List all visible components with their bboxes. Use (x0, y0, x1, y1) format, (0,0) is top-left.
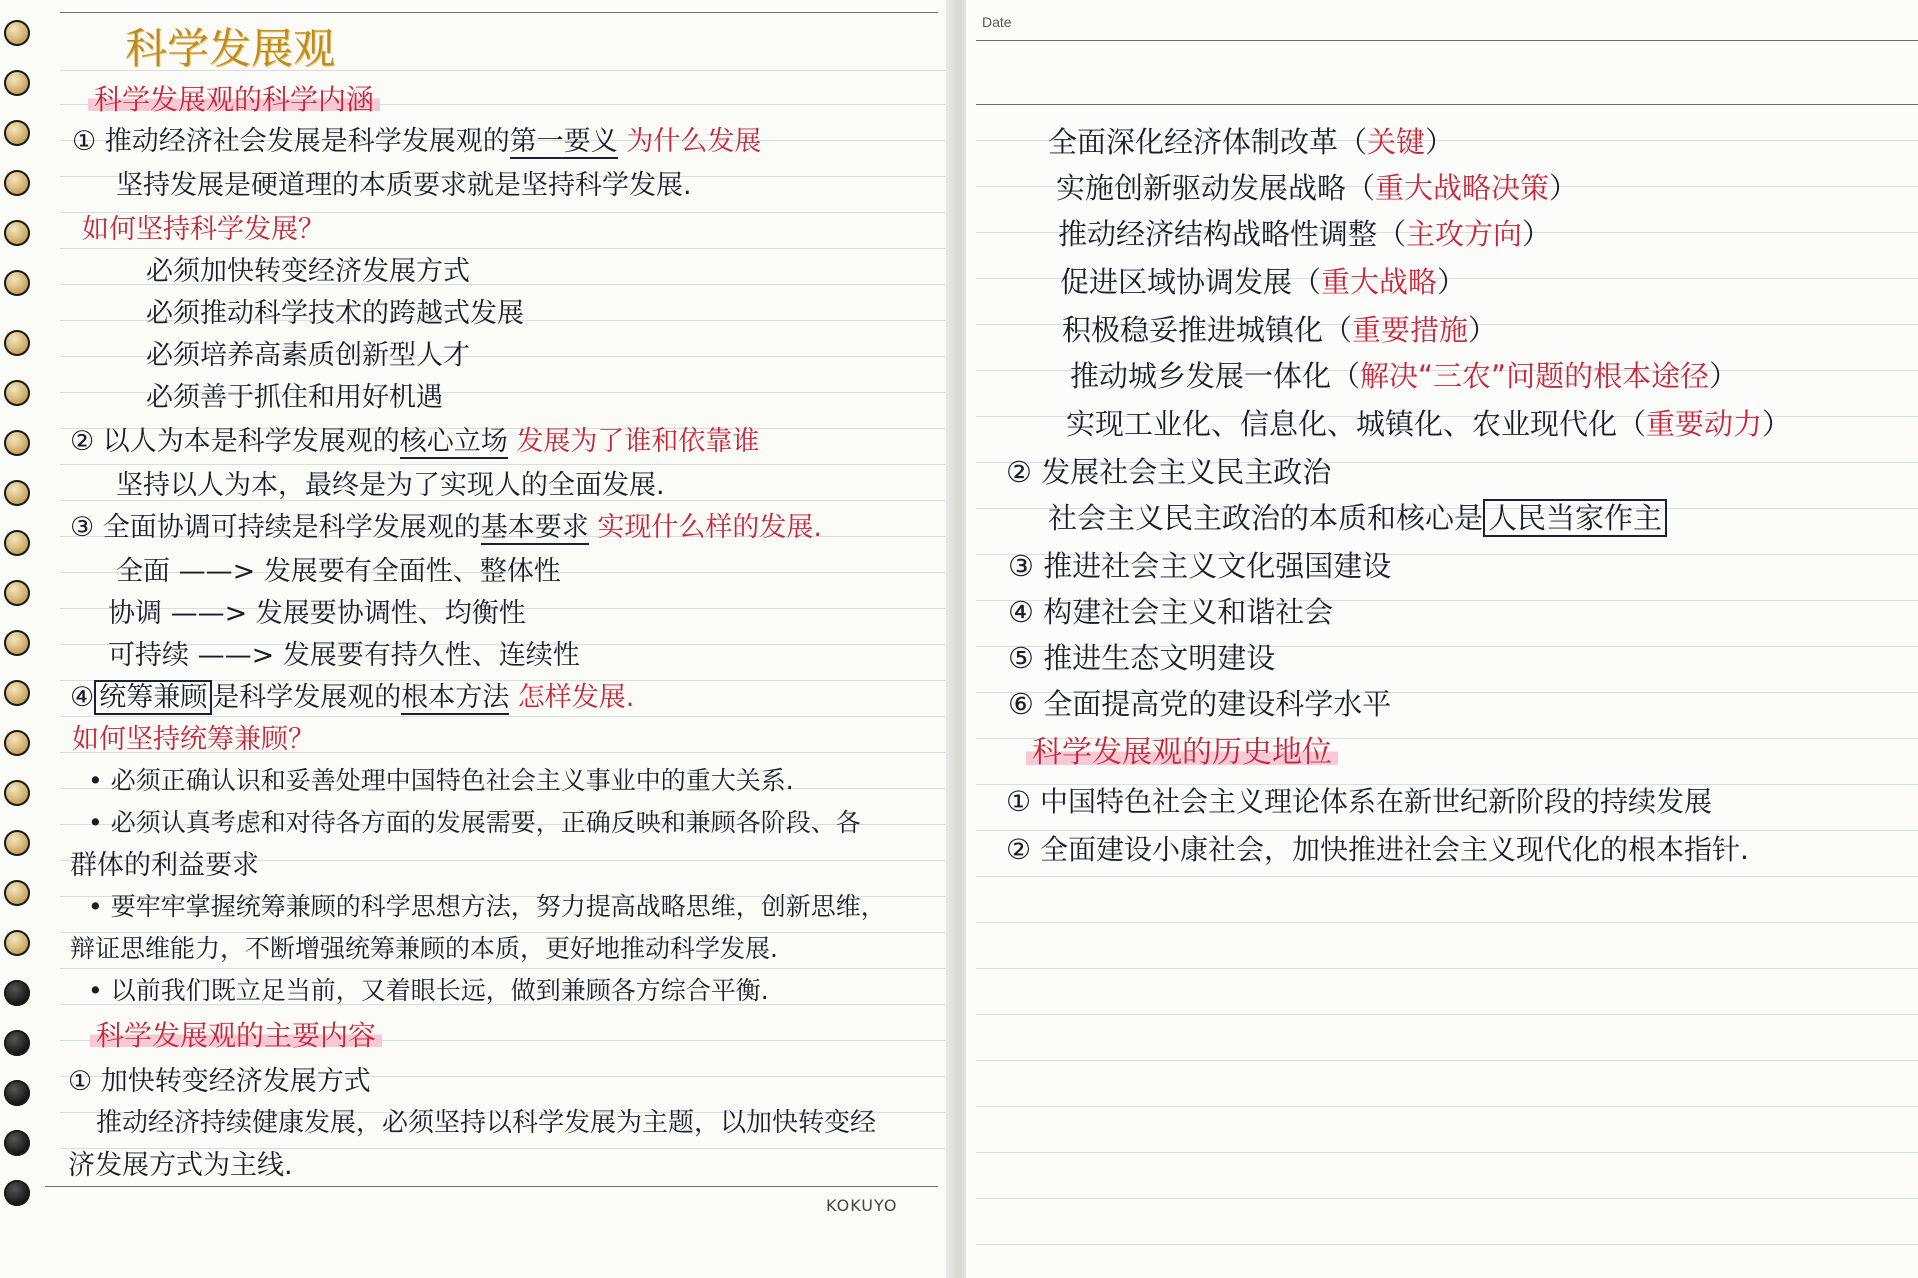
underlined-term: 根本方法 (401, 682, 510, 713)
ruling-line (45, 1186, 938, 1187)
note-text: 全面深化经济体制改革（ (1048, 125, 1368, 159)
right-notebook-page (966, 0, 1918, 1278)
spiral-ring (4, 580, 30, 606)
note-line (1062, 313, 1498, 347)
section-heading-connotation: 科学发展观的科学内涵 (88, 86, 380, 114)
spiral-ring (4, 70, 30, 96)
spiral-ring (4, 270, 30, 296)
spiral-ring (4, 1030, 30, 1056)
spiral-ring (4, 170, 30, 196)
red-annotation: 重要措施 (1352, 313, 1469, 347)
note-line (1058, 217, 1552, 251)
underlined-term: 核心立场 (399, 426, 508, 457)
underlined-term: 基本要求 (480, 512, 589, 543)
spiral-ring (4, 430, 30, 456)
note-line: 必须善于抓住和用好机遇 (146, 382, 443, 413)
note-text: ① 推动经济社会发展是科学发展观的 (72, 126, 510, 157)
note-line (1048, 125, 1455, 159)
note-line: 全面 ——> 发展要有全面性、整体性 (116, 556, 561, 587)
ruling-line (976, 1060, 1918, 1061)
ruling-line (60, 464, 958, 465)
ruling-line (976, 1014, 1918, 1015)
red-annotation: 发展为了谁和依靠谁 (507, 426, 760, 457)
left-notebook-page (0, 0, 958, 1278)
spiral-ring (4, 780, 30, 806)
boxed-term: 统筹兼顾 (94, 680, 212, 715)
red-annotation: 重要动力 (1646, 407, 1763, 441)
note-line: 坚持发展是硬道理的本质要求就是坚持科学发展. (116, 170, 692, 201)
red-annotation: 怎样发展. (509, 682, 635, 713)
note-text: ） (1762, 407, 1792, 441)
note-text: 促进区域协调发展（ (1060, 265, 1322, 299)
note-line (1060, 265, 1467, 299)
spiral-ring (4, 120, 30, 146)
note-line (1048, 501, 1667, 535)
bullet-line: 辩证思维能力，不断增强统筹兼顾的本质，更好地推动科学发展. (70, 934, 778, 963)
spiral-ring (4, 830, 30, 856)
note-line: ① 中国特色社会主义理论体系在新世纪新阶段的持续发展 (1006, 785, 1713, 818)
ruling-line (60, 1148, 958, 1149)
date-label: Date (982, 14, 1012, 30)
ruling-line (60, 716, 958, 717)
ruling-line (976, 1106, 1918, 1107)
note-line: 可持续 ——> 发展要有持久性、连续性 (108, 640, 580, 671)
spiral-ring (4, 1080, 30, 1106)
spiral-ring (4, 1130, 30, 1156)
note-text: ） (1522, 217, 1552, 251)
note-text: 实现工业化、信息化、城镇化、农业现代化（ (1066, 407, 1647, 441)
bullet-line: 群体的利益要求 (70, 850, 259, 881)
note-line: ⑤ 推进生态文明建设 (1008, 641, 1276, 675)
note-line: 坚持以人为本，最终是为了实现人的全面发展. (116, 470, 665, 501)
note-line: 必须加快转变经济发展方式 (146, 256, 470, 287)
note-text: ） (1549, 171, 1579, 205)
ruling-line (976, 1152, 1918, 1153)
note-line (1056, 171, 1579, 205)
note-text: 实施创新驱动发展战略（ (1056, 171, 1376, 205)
spiral-ring (4, 930, 30, 956)
spiral-ring (4, 380, 30, 406)
spiral-ring (4, 480, 30, 506)
note-line (70, 684, 634, 711)
note-text: 推动经济结构战略性调整（ (1058, 217, 1407, 251)
spiral-ring (4, 730, 30, 756)
note-text: 社会主义民主政治的本质和核心是 (1048, 501, 1484, 535)
red-annotation: 解决“三农”问题的根本途径 (1360, 359, 1710, 393)
bullet-line: • 必须正确认识和妥善处理中国特色社会主义事业中的重大关系. (88, 766, 794, 795)
note-text: ） (1468, 313, 1498, 347)
note-line (70, 514, 822, 541)
note-line (1066, 407, 1792, 441)
spiral-ring (4, 530, 30, 556)
red-annotation: 重大战略 (1321, 265, 1438, 299)
ruling-line (976, 104, 1918, 105)
note-line (1070, 359, 1739, 393)
question-line: 如何坚持统筹兼顾？ (72, 724, 315, 755)
ruling-line (976, 830, 1918, 831)
bullet-line: • 以前我们既立足当前，又着眼长远，做到兼顾各方综合平衡. (88, 976, 769, 1005)
note-line (70, 428, 759, 455)
note-line (72, 128, 761, 155)
note-text: ） (1437, 265, 1467, 299)
red-annotation: 实现什么样的发展. (588, 512, 822, 543)
spiral-ring (4, 680, 30, 706)
red-annotation: 关键 (1367, 125, 1426, 159)
red-annotation: 为什么发展 (617, 126, 762, 157)
note-line: ② 全面建设小康社会，加快推进社会主义现代化的根本指针. (1006, 833, 1749, 866)
underlined-term: 第一要义 (509, 126, 618, 157)
spiral-ring (4, 20, 30, 46)
brand-logo: KOKUYO (826, 1196, 898, 1215)
note-line: 济发展方式为主线. (68, 1150, 293, 1181)
bullet-line: • 必须认真考虑和对待各方面的发展需要，正确反映和兼顾各阶段、各 (88, 808, 861, 837)
ruling-line (60, 248, 958, 249)
note-line: 推动经济持续健康发展，必须坚持以科学发展为主题，以加快转变经 (96, 1108, 877, 1138)
note-line: ③ 推进社会主义文化强国建设 (1008, 549, 1392, 583)
ruling-line (976, 40, 1918, 41)
note-text: ② 以人为本是科学发展观的 (70, 426, 400, 457)
note-line: ① 加快转变经济发展方式 (68, 1066, 371, 1097)
spiral-ring (4, 880, 30, 906)
bullet-line: • 要牢牢掌握统筹兼顾的科学思想方法，努力提高战略思维，创新思维， (88, 892, 886, 921)
note-text: ） (1709, 359, 1739, 393)
question-line: 如何坚持科学发展？ (82, 214, 325, 245)
section-heading-historical-status: 科学发展观的历史地位 (1026, 738, 1338, 768)
note-text: ④ (70, 682, 95, 713)
spiral-ring (4, 330, 30, 356)
page-title: 科学发展观 (125, 24, 336, 73)
spiral-ring (4, 220, 30, 246)
spiral-ring (4, 1180, 30, 1206)
ruling-line (976, 1198, 1918, 1199)
note-line: 协调 ——> 发展要协调性、均衡性 (108, 598, 526, 629)
ruling-line (60, 12, 938, 13)
note-text: 积极稳妥推进城镇化（ (1062, 313, 1353, 347)
note-text: 是科学发展观的 (212, 682, 402, 713)
ruling-line (976, 876, 1918, 877)
ruling-line (976, 922, 1918, 923)
ruling-line (60, 932, 958, 933)
ruling-line (976, 1244, 1918, 1245)
note-text: ③ 全面协调可持续是科学发展观的 (70, 512, 481, 543)
note-text: ） (1425, 125, 1455, 159)
section-heading-main-content: 科学发展观的主要内容 (90, 1022, 382, 1050)
note-line: ② 发展社会主义民主政治 (1006, 455, 1332, 489)
ruling-line (60, 212, 958, 213)
boxed-term: 人民当家作主 (1483, 499, 1667, 537)
spiral-ring (4, 630, 30, 656)
ruling-line (976, 968, 1918, 969)
red-annotation: 重大战略决策 (1375, 171, 1550, 205)
note-text: 推动城乡发展一体化（ (1070, 359, 1361, 393)
note-line: ④ 构建社会主义和谐社会 (1008, 595, 1334, 629)
spiral-ring (4, 980, 30, 1006)
note-line: 必须推动科学技术的跨越式发展 (146, 298, 524, 329)
note-line: ⑥ 全面提高党的建设科学水平 (1008, 687, 1392, 721)
red-annotation: 主攻方向 (1406, 217, 1523, 251)
note-line: 必须培养高素质创新型人才 (146, 340, 470, 371)
ruling-line (60, 968, 958, 969)
